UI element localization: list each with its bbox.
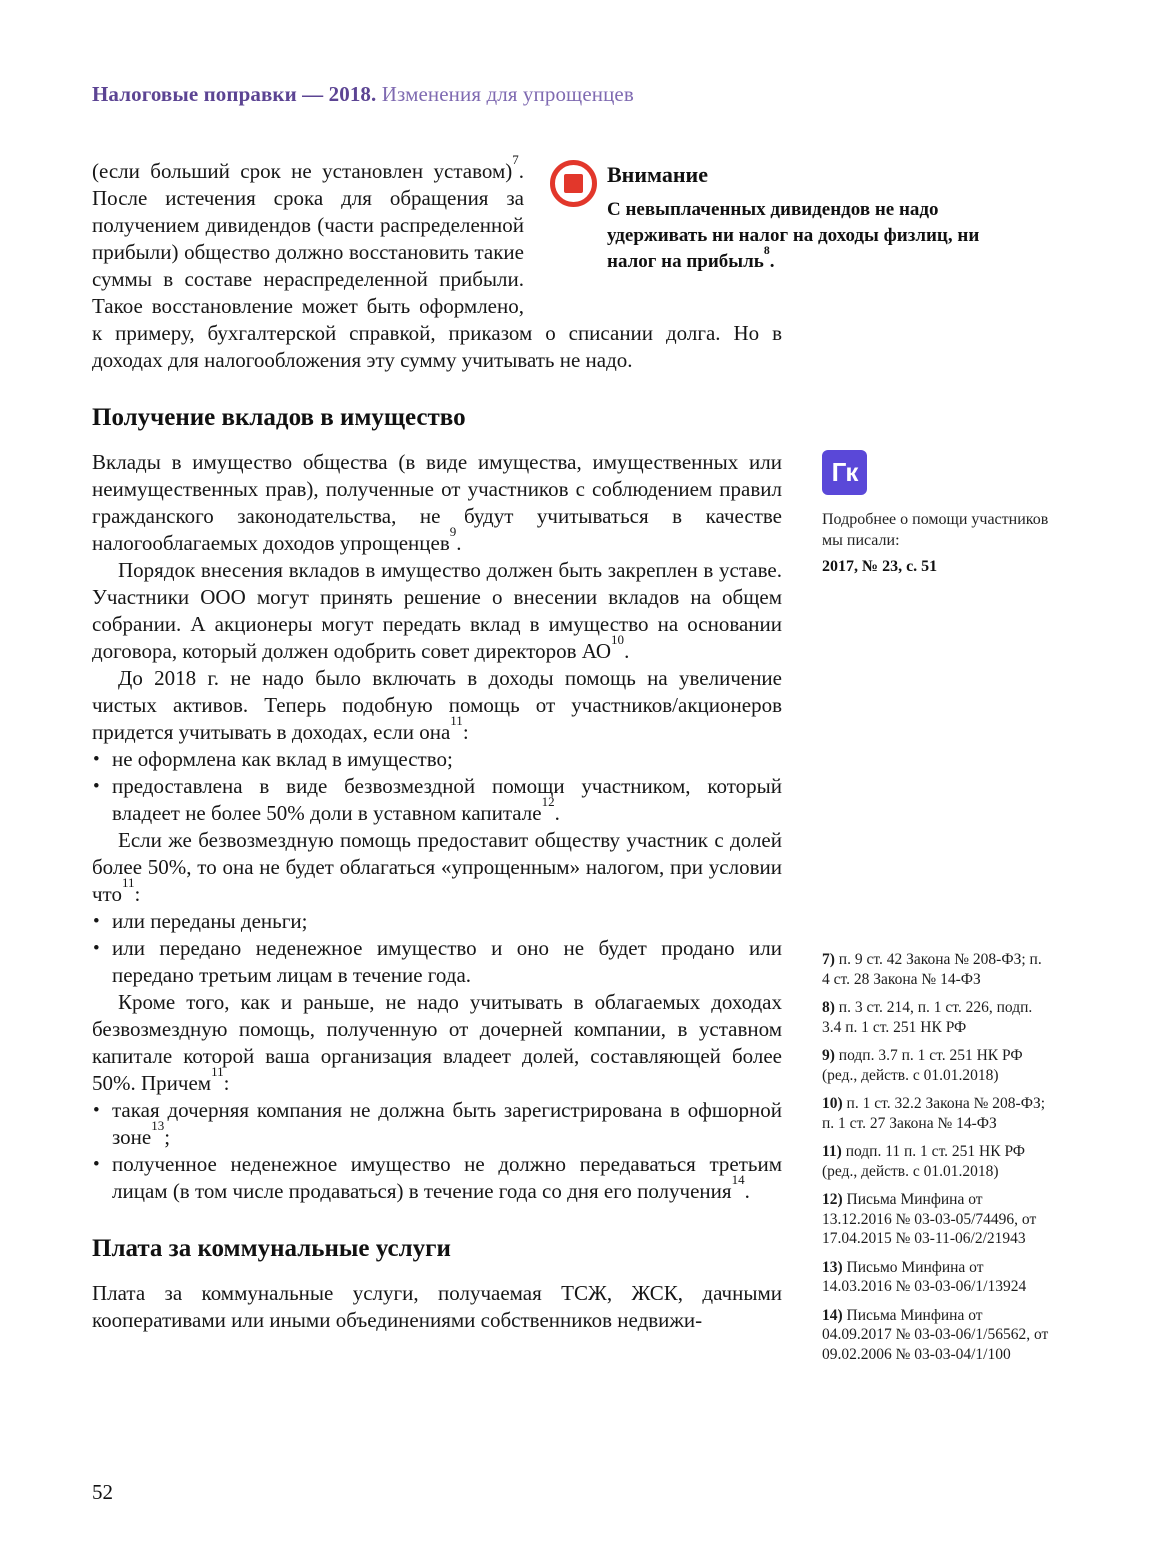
footnote-number: 8)	[822, 999, 835, 1016]
footnote-item: 13) Письмо Минфина от 14.03.2016 № 03-03-06/1/13924	[822, 1258, 1027, 1295]
bullet-text: или переданы деньги;	[112, 909, 308, 933]
footnote-item: 8) п. 3 ст. 214, п. 1 ст. 226, подп. 3.4 п. 1 ст. 251 НК РФ	[822, 999, 1033, 1036]
footnote-marker: 10	[611, 632, 625, 648]
footnote-item: 9) подп. 3.7 п. 1 ст. 251 НК РФ (ред., действ. с 01.01.2018)	[822, 1047, 1023, 1084]
paragraph: Порядок внесения вкладов в имущество должен быть закреплен в уставе. Участники ООО могут принять решение о внесении вкладов на общем собрании. А акционеры могут передать вклад в имущество на основании договора, который должен одобрить совет директоров АО$^{10}$.	[92, 558, 782, 663]
sidebar-reference-note	[822, 450, 1054, 576]
gk-magazine-logo-icon: Гк	[822, 450, 867, 495]
attention-icon	[550, 160, 597, 207]
bullet-dot-icon: •	[93, 776, 100, 797]
footnote-number: 9)	[822, 1047, 835, 1064]
callout-body: С невыплаченных дивидендов не надо удерживать ни налог на доходы физлиц, ни налог на прибыль$^8$.	[607, 199, 980, 272]
header-title-bold: Налоговые поправки — 2018.	[92, 82, 377, 106]
paragraph: (если больший срок не установлен уставом)$^7$. После истечения срока для обращения за получением дивидендов (части распределенной прибыли) общество должно восстановить такие суммы в составе нераспределенной прибыли. Такое восстановление может быть оформлено, к примеру, бухгалтерской справкой, приказом о списании долга. Но в доходах для налогообложения эту сумму учитывать не надо.	[92, 152, 782, 372]
bullet-list-item	[92, 746, 782, 773]
attention-icon-square	[564, 174, 583, 193]
page-header	[92, 82, 634, 107]
bullet-list-item	[92, 908, 782, 935]
footnote-marker: 13	[151, 1118, 165, 1134]
page-number: 52	[92, 1480, 113, 1504]
bullet-text: такая дочерняя компания не должна быть зарегистрирована в офшорной зоне$^{13}$;	[112, 1098, 782, 1149]
bullet-list-item	[92, 1097, 782, 1151]
footnote-marker: 8	[763, 244, 770, 258]
footnote-number: 7)	[822, 951, 835, 968]
footnote-item: 14) Письма Минфина от 04.09.2017 № 03-03-06/1/56562, от 09.02.2006 № 03-03-04/1/100	[822, 1306, 1049, 1363]
bullet-text: предоставлена в виде безвозмездной помощи участником, который владеет не более 50% доли в уставном капитале$^{12}$.	[112, 774, 782, 825]
note-reference: 2017, № 23, с. 51	[822, 558, 938, 575]
note-text: Подробнее о помощи участников мы писали:	[822, 511, 1049, 549]
paragraph: Плата за коммунальные услуги, получаемая ТСЖ, ЖСК, дачными кооперативами или иными объединениями собственников недвижи-	[92, 1281, 782, 1332]
footnote-item: 11) подп. 11 п. 1 ст. 251 НК РФ (ред., действ. с 01.01.2018)	[822, 1143, 1026, 1180]
footnote-marker: 14	[731, 1172, 745, 1188]
footnote-marker: 9	[449, 524, 457, 540]
bullet-list-item	[92, 935, 782, 989]
footnote-marker: 7	[512, 152, 519, 168]
header-title-regular: Изменения для упрощенцев	[376, 82, 634, 106]
attention-callout	[550, 160, 1030, 275]
bullet-list-item	[92, 1151, 782, 1205]
bullet-text: или передано неденежное имущество и оно не будет продано или передано третьим лицам в течение года.	[112, 936, 782, 987]
footnote-item: 7) п. 9 ст. 42 Закона № 208-ФЗ; п. 4 ст. 28 Закона № 14-ФЗ	[822, 951, 1042, 988]
bullet-dot-icon: •	[93, 1100, 100, 1121]
bullet-dot-icon: •	[93, 938, 100, 959]
bullet-dot-icon: •	[93, 911, 100, 932]
footnote-item: 10) п. 1 ст. 32.2 Закона № 208-ФЗ; п. 1 ст. 27 Закона № 14-ФЗ	[822, 1095, 1046, 1132]
bullet-text: полученное неденежное имущество не должно передаваться третьим лицам (в том числе продаваться) в течение года со дня его получения$^{14}$.	[112, 1152, 782, 1203]
paragraph: Кроме того, как и раньше, не надо учитывать в облагаемых доходах безвозмездную помощь, полученную от дочерней компании, в уставном капитале которой ваша организация владеет долей, составляющей более 50%. Причем$^{11}$:	[92, 990, 782, 1095]
section-heading: Получение вкладов в имущество	[92, 404, 466, 431]
footnote-number: 14)	[822, 1306, 843, 1324]
bullet-dot-icon: •	[93, 1154, 100, 1175]
footnote-number: 10)	[822, 1095, 843, 1112]
paragraph: До 2018 г. не надо было включать в доходы помощь на увеличение чистых активов. Теперь подобную помощь от участников/акционеров придется учитывать в доходах, если она$^{11}$:	[92, 666, 782, 744]
bullet-text: не оформлена как вклад в имущество;	[112, 747, 453, 771]
paragraph: Вклады в имущество общества (в виде имущества, имущественных или неимущественных прав), полученные от участников с соблюдением правил гражданского законодательства, не будут учитываться в качестве налогооблагаемых доходов упрощенцев$^9$.	[92, 450, 782, 555]
article-body	[92, 152, 782, 1334]
footnote-marker: 11	[121, 875, 135, 891]
section-heading: Плата за коммунальные услуги	[92, 1235, 451, 1262]
paragraph: Если же безвозмездную помощь предоставит обществу участник с долей более 50%, то она не будет облагаться «упрощенным» налогом, при условии что$^{11}$:	[92, 828, 782, 906]
footnote-marker: 11	[450, 713, 463, 729]
footnote-number: 12)	[822, 1191, 843, 1208]
footnotes-list	[822, 950, 1050, 1373]
footnote-number: 11)	[822, 1143, 842, 1160]
footnote-marker: 12	[541, 794, 555, 810]
callout-text	[607, 160, 1030, 275]
footnote-number: 13)	[822, 1258, 843, 1276]
footnote-item: 12) Письма Минфина от 13.12.2016 № 03-03-05/74496, от 17.04.2015 № 03-11-06/2/21943	[822, 1191, 1037, 1247]
bullet-list-item	[92, 773, 782, 827]
callout-title: Внимание	[607, 162, 708, 187]
footnote-marker: 11	[211, 1064, 224, 1080]
bullet-dot-icon: •	[93, 749, 100, 770]
